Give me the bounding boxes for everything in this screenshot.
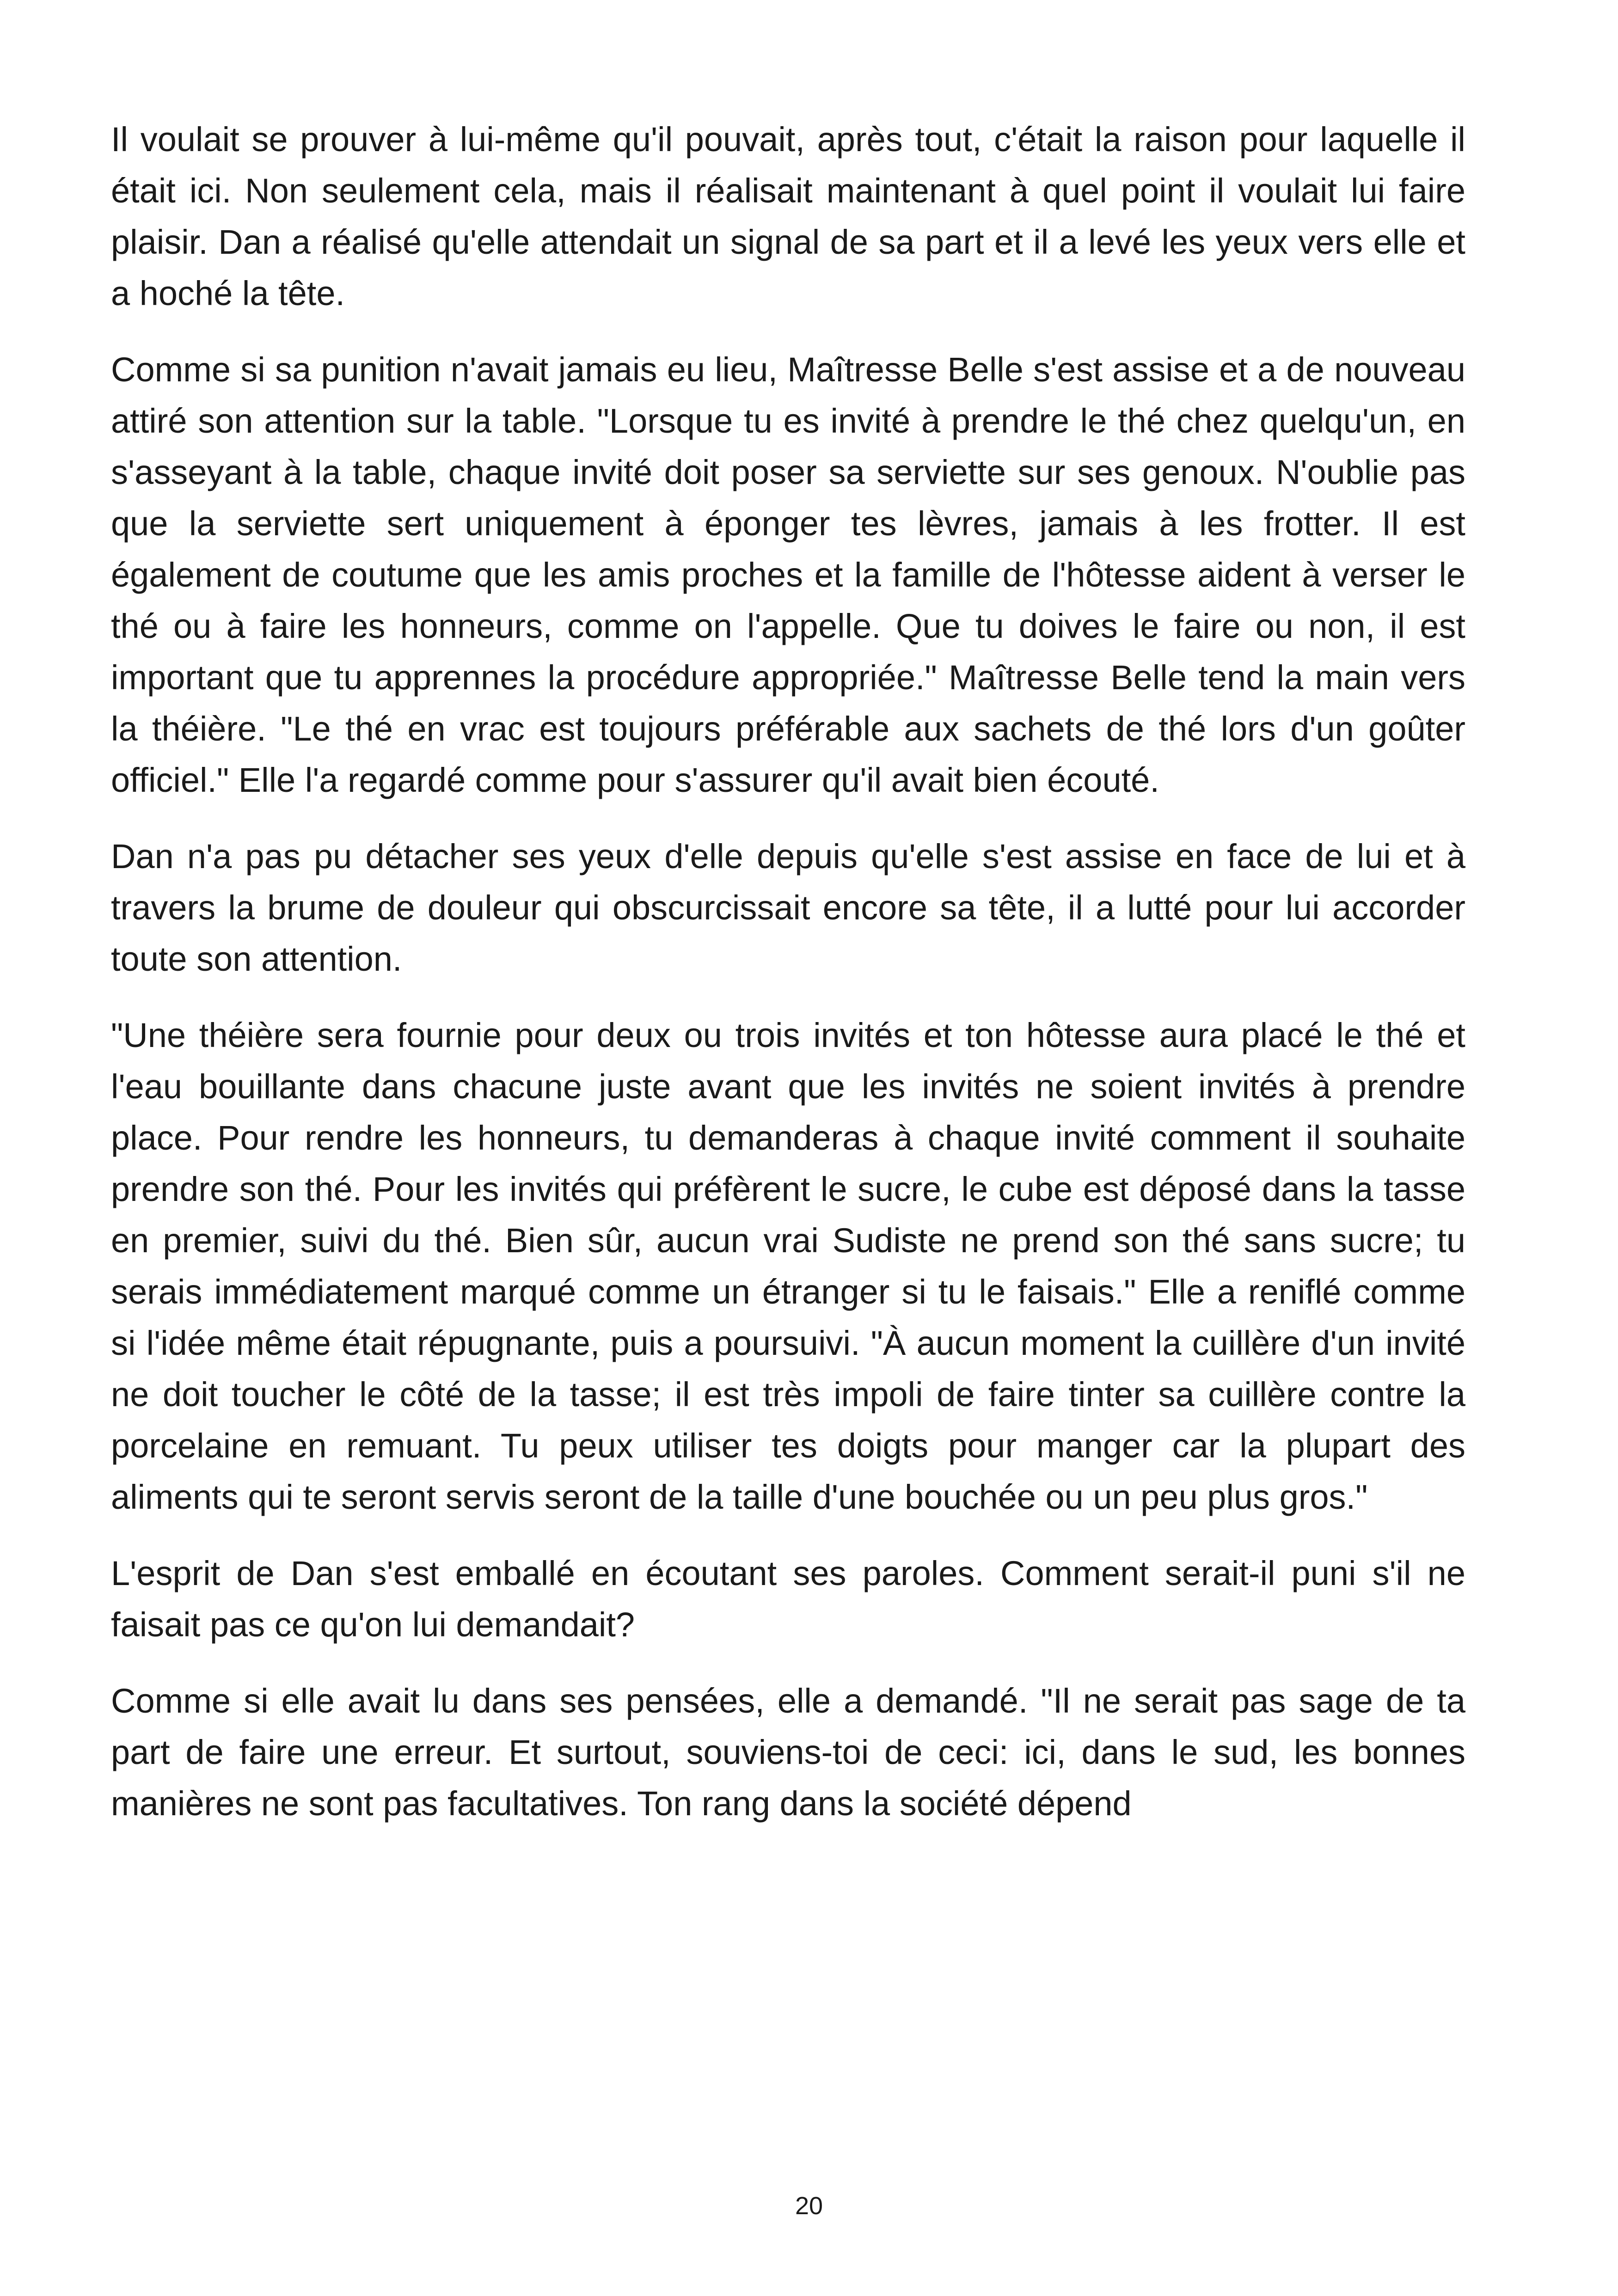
paragraph-4: "Une théière sera fournie pour deux ou trois invités et ton hôtesse aura placé le thé et l'eau bouillante dans chacune juste avant que les invités ne soient invités à prendre place. Pour rendre les honneurs, tu demanderas à chaque invité comment il souhaite prendre son thé. Pour les invités qui préfèrent le sucre, le cube est déposé dans la tasse en premier, suivi du thé. Bien sûr, aucun vrai Sudiste ne prend son thé sans sucre; tu serais immédiatement marqué comme un étranger si tu le faisais." Elle a reniflé comme si l'idée même était répugnante, puis a poursuivi. "À aucun moment la cuillère d'un invité ne doit toucher le côté de la tasse; il est très impoli de faire tinter sa cuillère contre la porcelaine en remuant. Tu peux utiliser tes doigts pour manger car la plupart des aliments qui te seront servis seront de la taille d'une bouchée ou un peu plus gros." — [111, 1016, 1465, 1516]
paragraph-5: L'esprit de Dan s'est emballé en écoutant ses paroles. Comment serait-il puni s'il ne faisait pas ce qu'on lui demandait? — [111, 1554, 1465, 1644]
paragraph-3: Dan n'a pas pu détacher ses yeux d'elle depuis qu'elle s'est assise en face de lui et à travers la brume de douleur qui obscurcissait encore sa tête, il a lutté pour lui accorder toute son attention. — [111, 837, 1465, 978]
paragraph-6: Comme si elle avait lu dans ses pensées, elle a demandé. "Il ne serait pas sage de ta part de faire une erreur. Et surtout, souviens-toi de ceci: ici, dans le sud, les bonnes manières ne sont pas facultatives. Ton rang dans la société dépend — [111, 1682, 1465, 1823]
page-number: 20 — [795, 2192, 823, 2220]
body-text — [111, 114, 1465, 1829]
paragraph-1: Il voulait se prouver à lui-même qu'il pouvait, après tout, c'était la raison pour laquelle il était ici. Non seulement cela, mais il réalisait maintenant à quel point il voulait lui faire plaisir. Dan a réalisé qu'elle attendait un signal de sa part et il a levé les yeux vers elle et a hoché la tête. — [111, 120, 1465, 312]
paragraph-2: Comme si sa punition n'avait jamais eu lieu, Maîtresse Belle s'est assise et a de nouveau attiré son attention sur la table. "Lorsque tu es invité à prendre le thé chez quelqu'un, en s'asseyant à la table, chaque invité doit poser sa serviette sur ses genoux. N'oublie pas que la serviette sert uniquement à éponger tes lèvres, jamais à les frotter. Il est également de coutume que les amis proches et la famille de l'hôtesse aident à verser le thé ou à faire les honneurs, comme on l'appelle. Que tu doives le faire ou non, il est important que tu apprennes la procédure appropriée." Maîtresse Belle tend la main vers la théière. "Le thé en vrac est toujours préférable aux sachets de thé lors d'un goûter officiel." Elle l'a regardé comme pour s'assurer qu'il avait bien écouté. — [111, 350, 1465, 799]
